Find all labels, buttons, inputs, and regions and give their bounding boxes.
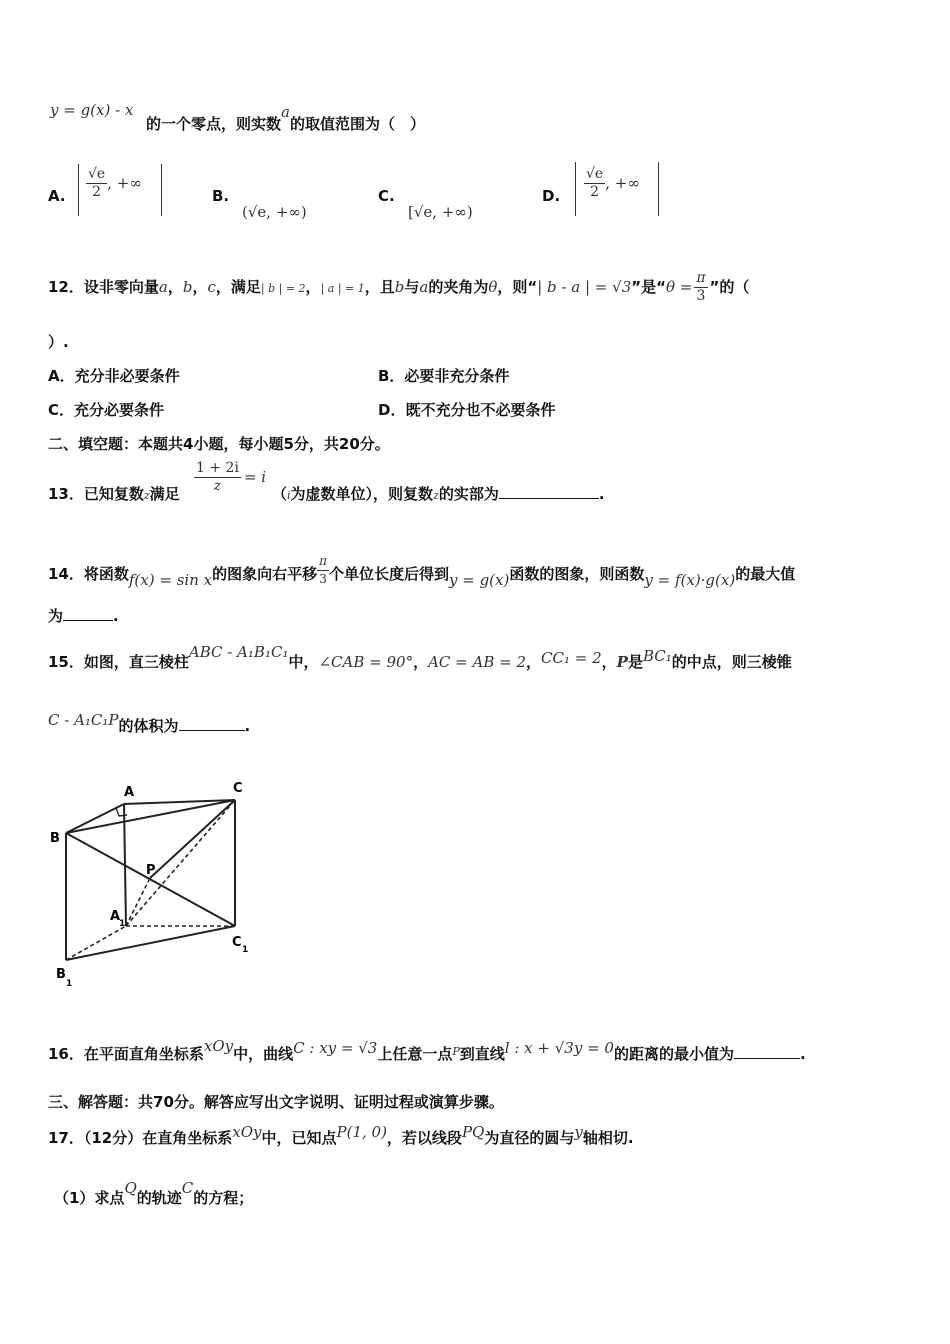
q14-stem: 14．将函数f(x) = sin x的图象向右平移 $\frac{\pi}{3}$ 个单位长度后得到y = g(x)函数的图象，则函数y = f(x)·g(x)的最大值 [48,554,796,589]
edge-PC [150,800,235,878]
edge-BA [66,804,124,833]
edge-BC [66,800,235,833]
q13-stem: 13．已知复数z满足 [48,485,180,503]
q11-option-a-label[interactable]: A. [48,187,66,205]
q11-option-b-label[interactable]: B. [212,187,230,205]
q11-option-d-expr: $\frac{√e}{2}$ , +∞ [586,166,640,200]
label-C: C [233,781,243,796]
label-C1-sub: 1 [242,945,249,955]
section-solutions: 三、解答题：共70分。解答应写出文字说明、证明过程或演算步骤。 [48,1093,504,1111]
q11-option-c-expr: [√e, +∞) [408,203,473,221]
q12-option-b[interactable]: B．必要非充分条件 [378,367,510,385]
q11-option-d-label[interactable]: D. [542,187,561,205]
q16-answer-blank[interactable] [734,1044,800,1059]
q14-answer-blank[interactable] [63,606,113,621]
q15-answer-blank[interactable] [179,716,245,731]
q12-option-d[interactable]: D．既不充分也不必要条件 [378,401,556,419]
prism-figure [40,778,260,993]
q14-line2: 为 . [48,607,119,625]
q17-part1: （1）求点Q的轨迹C的方程； [54,1179,254,1207]
q17-stem: 17．（12分）在直角坐标系xOy中，已知点P(1, 0)，若以线段PQ为直径的圆与y轴相切. [48,1123,634,1147]
label-C1: C [232,935,242,950]
edge-BC1 [66,833,235,926]
q12-stem: 12．设非零向量a，b，c，满足| b | = 2，| a | = 1，且b与a的夹角为θ，则“| b - a | = √3”是“θ = $\frac{\pi}{3}$ ”的（ [48,270,750,304]
label-B1: B [56,967,66,982]
q11-option-b-expr: (√e, +∞) [242,203,307,221]
q15-stem-2: C - A₁C₁P的体积为 . [48,711,251,735]
q13-stem-2: （i为虚数单位），则复数z的实部为 . [272,485,605,503]
label-A1-sub: 1 [119,919,126,929]
label-P: P [146,863,156,878]
label-A1: A [110,909,121,924]
q12-option-c[interactable]: C．充分必要条件 [48,401,165,419]
label-B1-sub: 1 [66,979,73,989]
q12-stem-end: ）. [48,333,69,351]
section-fill-in: 二、填空题：本题共4小题，每小题5分，共20分。 [48,435,390,453]
q11-head [50,100,133,120]
edge-B1C1 [66,926,235,960]
q13-answer-blank[interactable] [499,484,599,499]
q11-option-a-expr: $\frac{√e}{2}$ , +∞ [88,166,142,200]
q11-head-text: 的一个零点，则实数a的取值范围为（ ） [146,103,425,133]
q12-option-a[interactable]: A．充分非必要条件 [48,367,180,385]
q15-stem: 15．如图，直三棱柱ABC - A₁B₁C₁中，∠CAB = 90°，AC = AB = 2，CC₁ = 2，P是BC₁的中点，则三棱锥 [48,643,792,671]
q11-option-c-label[interactable]: C. [378,187,395,205]
q11-expr: y = g(x) - x [50,101,134,119]
label-A: A [124,785,135,800]
label-B: B [50,831,60,846]
q13-fraction: $\frac{1 + 2i}{z}$ = i [196,460,267,494]
q16-stem: 16．在平面直角坐标系xOy中，曲线C : xy = √3上任意一点$^P$到直线l : x + √3y = 0的距离的最小值为 . [48,1037,806,1063]
right-angle-mark [116,808,127,816]
